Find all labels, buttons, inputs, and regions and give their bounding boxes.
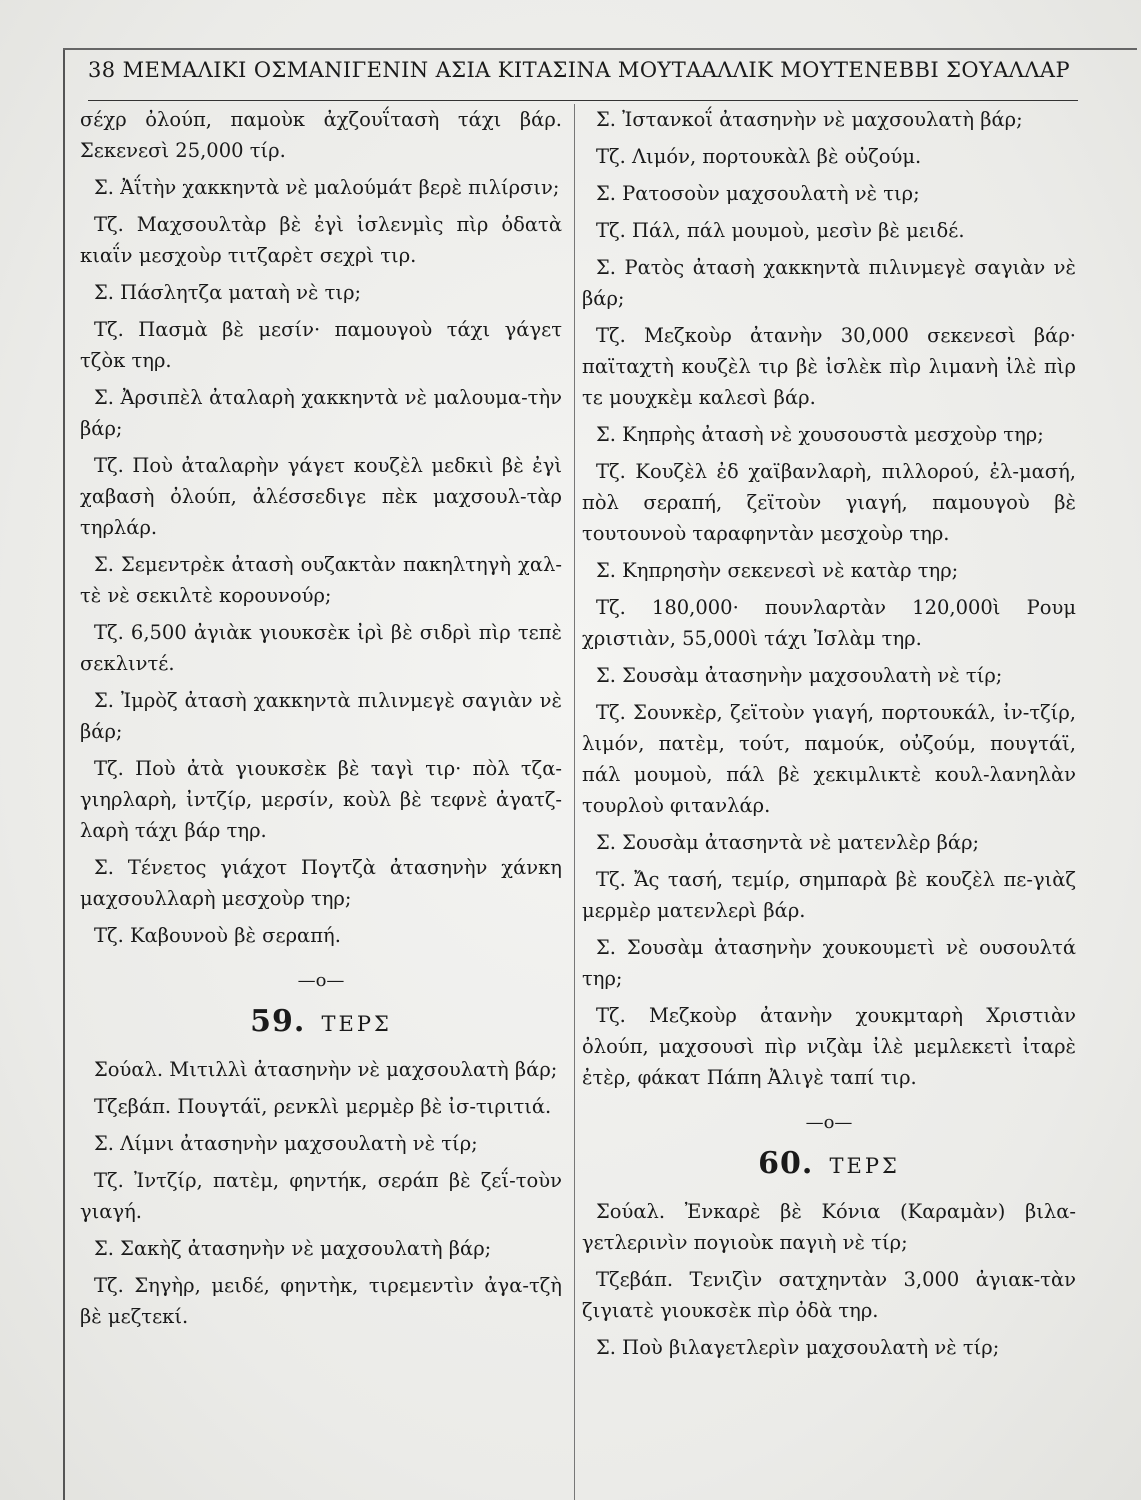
paragraph: Τζ. Ἰντζίρ, πατὲμ, φηντήκ, σεράπ βὲ ζεΐ-τοὺν γιαγή. xyxy=(80,1169,562,1223)
paragraph: Σ. Ἰστανκοΐ ἀτασηνὴν νὲ μαχσουλατὴ βάρ; xyxy=(596,108,1023,131)
paragraph: Σ. Τένετος γιάχοτ Πογτζὰ ἀτασηνὴν χάνκη μαχσουλλαρὴ μεσχοὺρ τηρ; xyxy=(80,856,562,910)
paragraph: Τζεβάπ. Τενιζὶν σατχηντὰν 3,000 ἀγιακ-τὰν ζιγιατὲ γιουκσὲκ πὶρ ὀδὰ τηρ. xyxy=(582,1268,1076,1322)
paragraph: Τζ. Σηγὴρ, μειδέ, φηντὴκ, τιρεμεντὶν ἀγα-τζὴ βὲ μεζτεκί. xyxy=(80,1274,562,1328)
header-rule xyxy=(88,100,1078,101)
paragraph: Τζ. Καβουνοὺ βὲ σεραπή. xyxy=(94,924,341,947)
running-header xyxy=(88,58,1088,82)
paragraph: Τζ. Μαχσουλτὰρ βὲ ἐγὶ ἰσλενμὶς πὶρ ὀδατὰ κιαΐν μεσχοὺρ τιτζαρὲτ σεχρὶ τιρ. xyxy=(80,213,562,267)
paragraph: Σ. Ἀΐτὴν χακκηντὰ νὲ μαλούμάτ βερὲ πιλίρσιν; xyxy=(94,176,560,199)
section-separator: —o— xyxy=(297,970,345,991)
lesson-label: ΤΕΡΣ xyxy=(321,1012,392,1036)
page-number: 38 xyxy=(88,58,116,82)
paragraph: σέχρ ὀλούπ, παμοὺκ ἀχζουΐτασὴ τάχι βάρ. Σεκενεσὶ 25,000 τίρ. xyxy=(80,108,562,162)
lesson-heading xyxy=(80,1006,562,1040)
page-title: ΜΕΜΑΛΙΚΙ ΟΣΜΑΝΙΓΕΝΙΝ ΑΣΙΑ ΚΙΤΑΣΙΝΑ ΜΟΥΤΑΑΛΛΙΚ ΜΟΥΤΕΝΕΒΒΙ ΣΟΥΑΛΛΑΡ xyxy=(122,58,1071,82)
lesson-number: 59. xyxy=(250,1004,306,1039)
paragraph: Τζ. Λιμόν, πορτουκὰλ βὲ οὐζούμ. xyxy=(596,145,922,168)
paragraph: Τζ. Ποὺ ἀταλαρὴν γάγετ κουζὲλ μεδκιὶ βὲ ἐγὶ χαβασὴ ὀλούπ, ἀλέσσεδιγε πὲκ μαχσουλ-τὰρ τηρλάρ. xyxy=(80,454,562,539)
paragraph: Τζ. Σουνκὲρ, ζεϊτοὺν γιαγή, πορτουκάλ, ἰν-τζίρ, λιμόν, πατὲμ, τούτ, παμούκ, οὐζούμ, πουγτάϊ, πάλ μουμοὺ, πάλ βὲ χεκιμλικτὲ κουλ-λανηλὰν τουρλοὺ φιτανλάρ. xyxy=(582,701,1076,817)
paragraph: Σ. Ἰμρὸζ ἀτασὴ χακκηντὰ πιλινμεγὲ σαγιὰν νὲ βάρ; xyxy=(80,689,562,743)
lesson-number: 60. xyxy=(758,1146,814,1181)
paragraph: Τζ. 6,500 ἀγιὰκ γιουκσὲκ ἰρὶ βὲ σιδρὶ πὶρ τεπὲ σεκλιντέ. xyxy=(80,621,562,675)
right-column xyxy=(582,104,1076,1369)
paragraph: Τζ. 180,000· πουνλαρτὰν 120,000ὶ Ρουμ χριστιὰν, 55,000ὶ τάχι Ἰσλὰμ τηρ. xyxy=(582,596,1076,650)
paragraph: Σούαλ. Ἐνκαρὲ βὲ Κόνια (Καραμὰν) βιλα-γετλερινὶν πογιοὺκ παγιὴ νὲ τίρ; xyxy=(582,1200,1076,1254)
paragraph: Τζ. Μεζκοὺρ ἀτανὴν 30,000 σεκενεσὶ βάρ· παϊταχτὴ κουζὲλ τιρ βὲ ἰσλὲκ πὶρ λιμανὴ ἰλὲ πὶρ τε μουχκὲμ καλεσὶ βάρ. xyxy=(582,324,1076,409)
paragraph: Τζ. Πασμὰ βὲ μεσίν· παμουγοὺ τάχι γάγετ τζὸκ τηρ. xyxy=(80,318,562,372)
paragraph: Σ. Σεμεντρὲκ ἀτασὴ ουζακτὰν πακηλτηγὴ χαλ-τὲ νὲ σεκιλτὲ κορουνούρ; xyxy=(80,553,562,607)
paragraph: Τζ. Πάλ, πάλ μουμοὺ, μεσὶν βὲ μειδέ. xyxy=(596,219,965,242)
paragraph: Σ. Κηπρὴς ἀτασὴ νὲ χουσουστὰ μεσχοὺρ τηρ; xyxy=(596,423,1044,446)
paragraph: Σ. Σακὴζ ἀτασηνὴν νὲ μαχσουλατὴ βάρ; xyxy=(94,1237,492,1260)
paragraph: Τζεβάπ. Πουγτάϊ, ρενκλὶ μερμὲρ βὲ ἰσ-τιριτιά. xyxy=(94,1095,552,1118)
paragraph: Τζ. Ποὺ ἀτὰ γιουκσὲκ βὲ ταγὶ τιρ· πὸλ τζα-γιηρλαρὴ, ἰντζίρ, μερσίν, κοὺλ βὲ τεφνὲ ἀγατζ-λαρὴ τάχι βάρ τηρ. xyxy=(80,757,562,842)
paragraph: Σούαλ. Μιτιλλὶ ἀτασηνὴν νὲ μαχσουλατὴ βάρ; xyxy=(94,1058,558,1081)
paragraph: Τζ. Κουζὲλ ἐδ χαϊβανλαρὴ, πιλλορού, ἐλ-μασή, πὸλ σεραπή, ζεϊτοὺν γιαγή, παμουγοὺ βὲ τουτουνοὺ ταραφηντὰν μεσχοὺρ τηρ. xyxy=(582,460,1076,545)
paragraph: Σ. Κηπρησὴν σεκενεσὶ νὲ κατὰρ τηρ; xyxy=(596,559,959,582)
section-separator: —o— xyxy=(805,1112,853,1133)
left-column xyxy=(80,104,562,1338)
lesson-label: ΤΕΡΣ xyxy=(829,1154,900,1178)
paragraph: Σ. Σουσὰμ ἀτασηνὴν μαχσουλατὴ νὲ τίρ; xyxy=(596,664,1003,687)
paragraph: Σ. Ρατοσοὺν μαχσουλατὴ νὲ τιρ; xyxy=(596,182,920,205)
paragraph: Σ. Σουσὰμ ἀτασηνὴν χουκουμετὶ νὲ ουσουλτά τηρ; xyxy=(582,936,1076,990)
paragraph: Τζ. Μεζκοὺρ ἀτανὴν χουκμταρὴ Χριστιὰν ὀλούπ, μαχσουσὶ πὶρ νιζὰμ ἰλὲ μεμλεκετὶ ἰταρὲ ἐτὲρ, φάκατ Πάπη Ἀλιγὲ ταπί τιρ. xyxy=(582,1004,1076,1089)
frame-top-border xyxy=(63,48,1137,50)
paragraph: Σ. Πάσλητζα ματαὴ νὲ τιρ; xyxy=(94,281,362,304)
paragraph: Τζ. Ἄς τασή, τεμίρ, σημπαρὰ βὲ κουζὲλ πε-γιὰζ μερμὲρ ματενλερὶ βάρ. xyxy=(582,868,1076,922)
paragraph: Σ. Λίμνι ἀτασηνὴν μαχσουλατὴ νὲ τίρ; xyxy=(94,1132,478,1155)
paragraph: Σ. Ἀρσιπὲλ ἀταλαρὴ χακκηντὰ νὲ μαλουμα-τὴν βάρ; xyxy=(80,386,562,440)
frame-left-border xyxy=(63,48,65,1500)
paragraph: Σ. Ρατὸς ἀτασὴ χακκηντὰ πιλινμεγὲ σαγιὰν νὲ βάρ; xyxy=(582,256,1076,310)
column-divider xyxy=(574,104,575,1500)
paragraph: Σ. Σουσὰμ ἀτασηντὰ νὲ ματενλὲρ βάρ; xyxy=(596,831,980,854)
paragraph: Σ. Ποὺ βιλαγετλερὶν μαχσουλατὴ νὲ τίρ; xyxy=(596,1336,1000,1359)
lesson-heading xyxy=(582,1148,1076,1182)
